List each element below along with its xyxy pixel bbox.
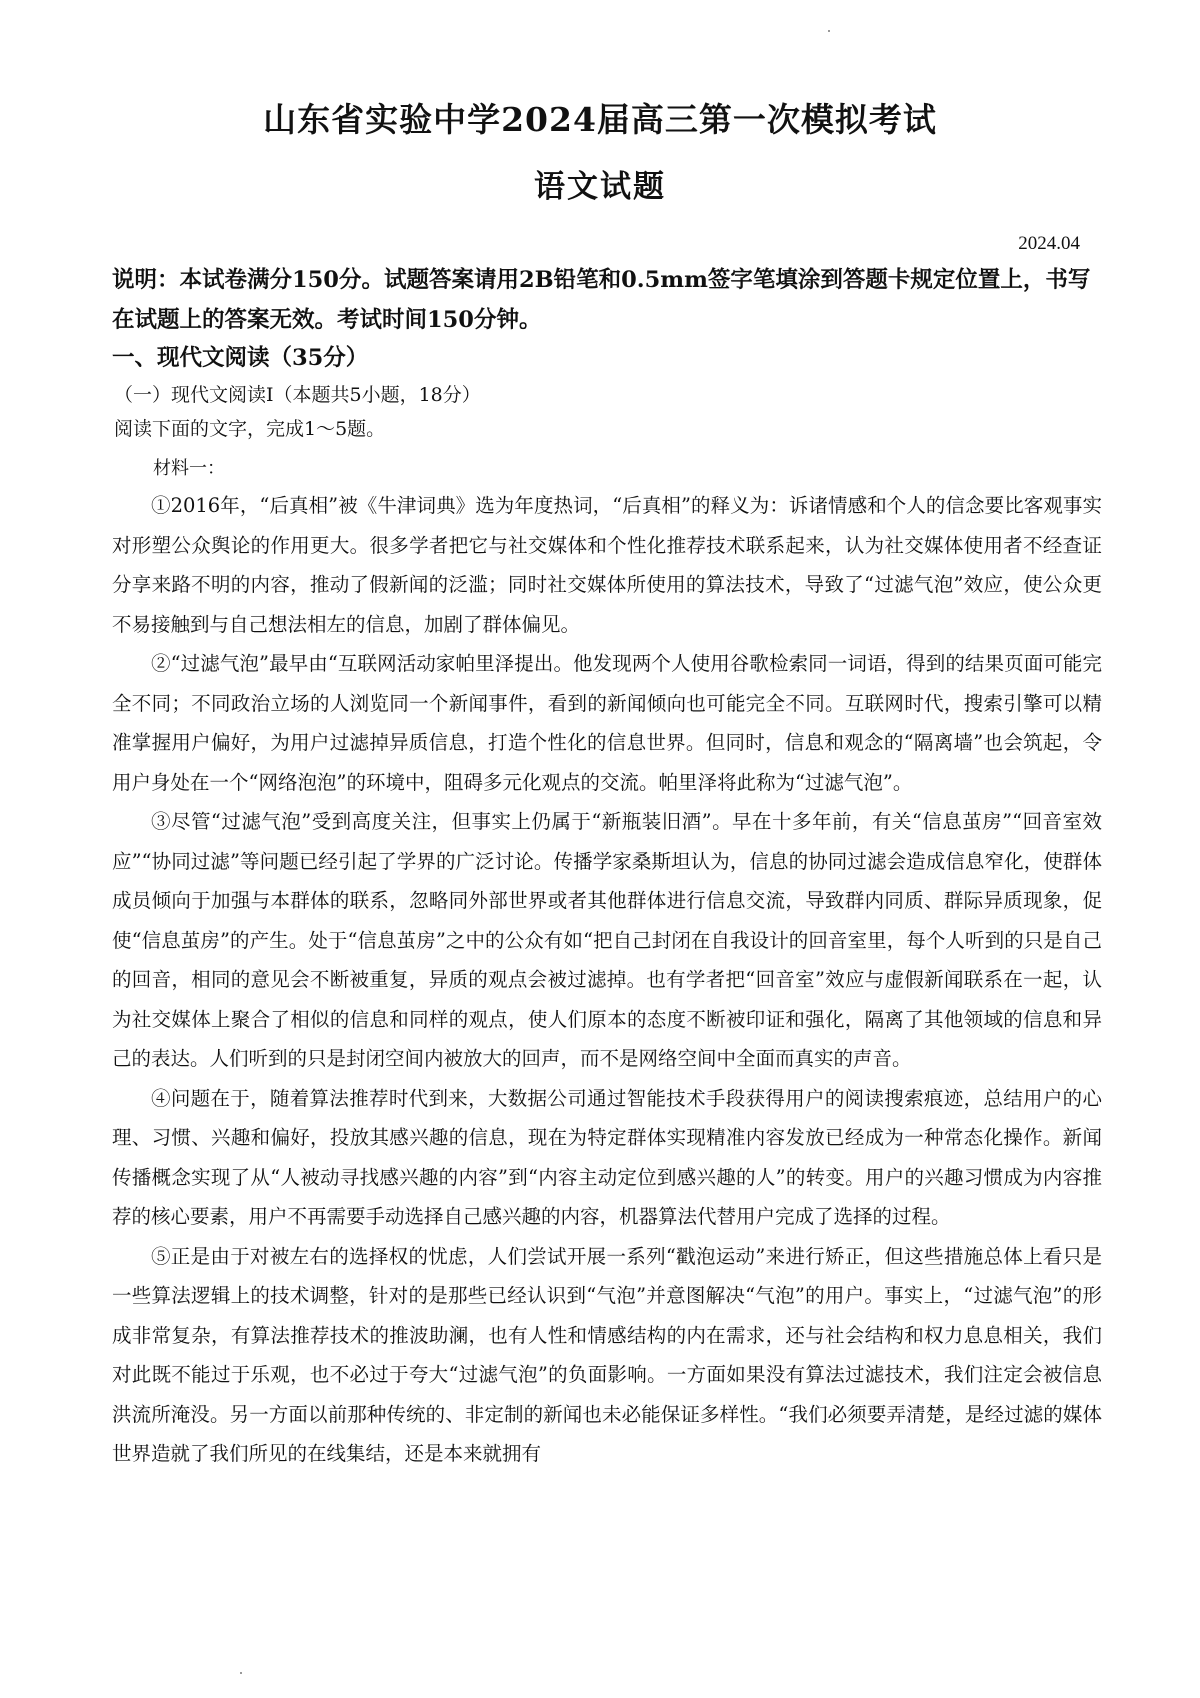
material-label: 材料一： xyxy=(153,458,225,479)
exam-instructions: 说明：本试卷满分150分。试题答案请用2B铅笔和0.5mm签字笔填涂到答题卡规定位置上，书写在试题上的答案无效。考试时间150分钟。 xyxy=(112,267,1091,333)
reading-instruction: 阅读下面的文字，完成1～5题。 xyxy=(114,418,386,440)
paragraph-2: ②“过滤气泡”最早由“互联网活动家帕里泽提出。他发现两个人使用谷歌检索同一词语，得到的结果页面可能完全不同；不同政治立场的人浏览同一个新闻事件，看到的新闻倾向也可能完全不同。互联网时代，搜索引擎可以精准掌握用户偏好，为用户过滤掉异质信息，打造个性化的信息世界。但同时，信息和观念的“隔离墙”也会筑起，令用户身处在一个“网络泡泡”的环境中，阻碍多元化观点的交流。帕里泽将此称为“过滤气泡”。 xyxy=(112,652,1102,794)
paragraph-3: ③尽管“过滤气泡”受到高度关注，但事实上仍属于“新瓶装旧酒”。早在十多年前，有关“信息茧房”“回音室效应”“协同过滤”等问题已经引起了学界的广泛讨论。传播学家桑斯坦认为，信息的协同过滤会造成信息窄化，使群体成员倾向于加强与本群体的联系，忽略同外部世界或者其他群体进行信息交流，导致群内同质、群际异质现象，促使“信息茧房”的产生。处于“信息茧房”之中的公众有如“把自己封闭在自我设计的回音室里，每个人听到的只是自己的回音，相同的意见会不断被重复，异质的观点会被过滤掉。也有学者把“回音室”效应与虚假新闻联系在一起，认为社交媒体上聚合了相似的信息和同样的观点，使人们原本的态度不断被印证和强化，隔离了其他领域的信息和异己的表达。人们听到的只是封闭空间内被放大的回声，而不是网络空间中全面而真实的声音。 xyxy=(112,810,1102,1070)
scan-speck xyxy=(240,1672,242,1674)
section-heading: 一、现代文阅读（35分） xyxy=(112,345,369,371)
scan-speck xyxy=(828,30,830,32)
exam-title: 山东省实验中学2024届高三第一次模拟考试 xyxy=(263,100,937,139)
paragraph-1: ①2016年，“后真相”被《牛津词典》选为年度热词，“后真相”的释义为：诉诸情感和个人的信念要比客观事实对形塑公众舆论的作用更大。很多学者把它与社交媒体和个性化推荐技术联系起来，认为社交媒体使用者不经查证分享来路不明的内容，推动了假新闻的泛滥；同时社交媒体所使用的算法技术，导致了“过滤气泡”效应，使公众更不易接触到与自己想法相左的信息，加剧了群体偏见。 xyxy=(112,494,1102,636)
subsection-heading: （一）现代文阅读Ⅰ（本题共5小题，18分） xyxy=(114,384,481,406)
exam-subtitle: 语文试题 xyxy=(534,169,666,205)
reading-passage xyxy=(112,486,1102,1474)
exam-date: 2024.04 xyxy=(1018,233,1080,254)
paragraph-4: ④问题在于，随着算法推荐时代到来，大数据公司通过智能技术手段获得用户的阅读搜索痕迹，总结用户的心理、习惯、兴趣和偏好，投放其感兴趣的信息，现在为特定群体实现精准内容发放已经成为一种常态化操作。新闻传播概念实现了从“人被动寻找感兴趣的内容”到“内容主动定位到感兴趣的人”的转变。用户的兴趣习惯成为内容推荐的核心要素，用户不再需要手动选择自己感兴趣的内容，机器算法代替用户完成了选择的过程。 xyxy=(112,1086,1102,1228)
paragraph-5: ⑤正是由于对被左右的选择权的忧虑，人们尝试开展一系列“戳泡运动”来进行矫正，但这些措施总体上看只是一些算法逻辑上的技术调整，针对的是那些已经认识到“气泡”并意图解决“气泡”的用户。事实上，“过滤气泡”的形成非常复杂，有算法推荐技术的推波助澜，也有人性和情感结构的内在需求，还与社会结构和权力息息相关，我们对此既不能过于乐观，也不必过于夸大“过滤气泡”的负面影响。一方面如果没有算法过滤技术，我们注定会被信息洪流所淹没。另一方面以前那种传统的、非定制的新闻也未必能保证多样性。“我们必须要弄清楚，是经过滤的媒体世界造就了我们所见的在线集结，还是本来就拥有 xyxy=(112,1244,1102,1465)
